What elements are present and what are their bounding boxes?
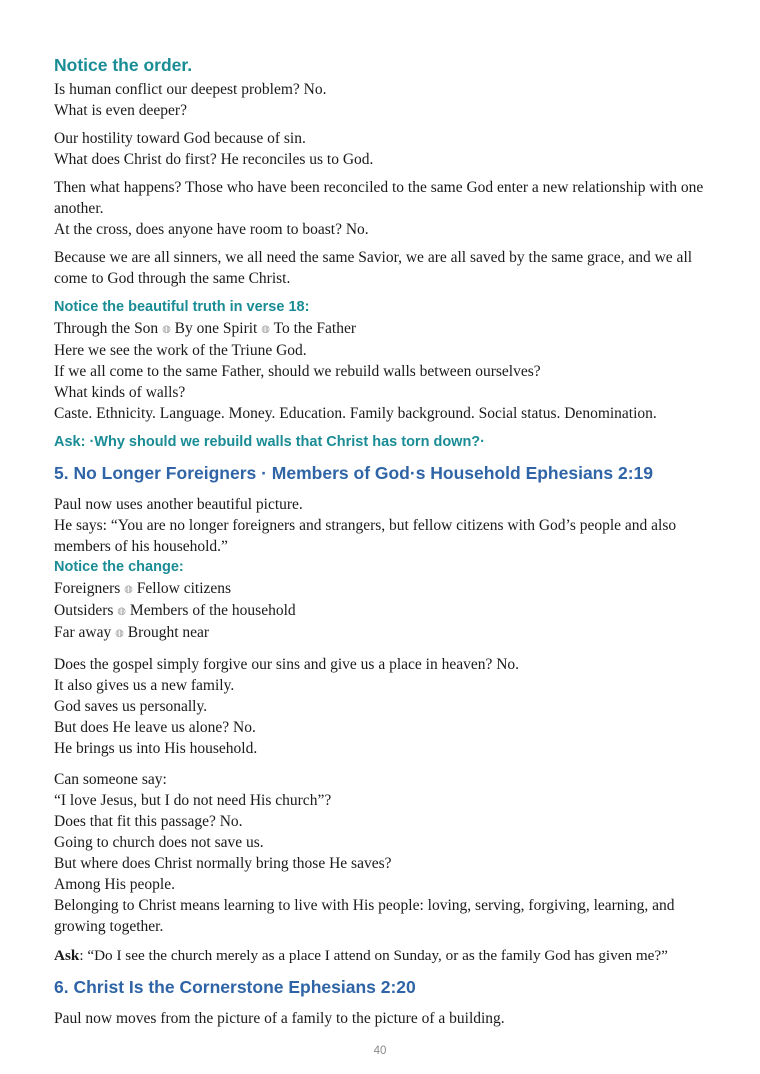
arrow-icon: ◍	[117, 606, 127, 617]
paragraph: Then what happens? Those who have been reconciled to the same God enter a new relationship with one another.	[54, 179, 704, 217]
text-line: Here we see the work of the Triune God.	[54, 342, 307, 359]
page-number: 40	[373, 1045, 387, 1057]
text-line: God saves us personally.	[54, 698, 208, 715]
trinity-line	[54, 318, 714, 340]
text-line: Our hostility toward God because of sin.	[54, 130, 306, 147]
ask-prompt	[54, 945, 714, 966]
ask-text: : “Do I see the church merely as a place I attend on Sunday, or as the family God has given me?”	[79, 947, 668, 964]
text-line: Paul now moves from the picture of a family to the picture of a building.	[54, 1010, 505, 1027]
change-row	[54, 622, 714, 644]
text-line: Paul now uses another beautiful picture.	[54, 496, 303, 513]
arrow-icon: ◍	[261, 324, 270, 335]
text-line: Does that fit this passage? No.	[54, 813, 243, 830]
change-to: Fellow citizens	[136, 580, 232, 597]
trinity-spirit: By one Spirit	[174, 320, 258, 337]
text-line: Can someone say:	[54, 771, 167, 788]
subheading-notice-change: Notice the change:	[54, 559, 184, 575]
trinity-father: To the Father	[273, 320, 356, 337]
ask-label: Ask	[54, 947, 80, 964]
text-line: Does the gospel simply forgive our sins and give us a place in heaven? No.	[54, 656, 520, 673]
change-to: Brought near	[127, 624, 210, 641]
text-line: Among His people.	[54, 876, 175, 893]
paragraph: Belonging to Christ means learning to live with His people: loving, serving, forgiving, learning, and growing together.	[54, 897, 675, 935]
arrow-icon: ◍	[124, 584, 133, 595]
text-line: What does Christ do first? He reconciles us to God.	[54, 151, 374, 168]
text-line: It also gives us a new family.	[54, 677, 235, 694]
change-row	[54, 600, 714, 622]
section-heading-cornerstone: 6. Christ Is the Cornerstone Ephesians 2:20	[54, 977, 416, 997]
change-row	[54, 578, 714, 600]
text-line: He brings us into His household.	[54, 740, 258, 757]
change-from: Far away	[54, 624, 112, 641]
change-from: Outsiders	[54, 602, 114, 619]
text-line: Is human conflict our deepest problem? No.	[54, 81, 327, 98]
section-heading-notice-order: Notice the order.	[54, 55, 193, 75]
ask-question: Ask: ·Why should we rebuild walls that Christ has torn down?·	[54, 434, 485, 450]
change-to: Members of the household	[129, 602, 296, 619]
subheading-verse-18: Notice the beautiful truth in verse 18:	[54, 299, 310, 315]
text-line: But where does Christ normally bring those He saves?	[54, 855, 392, 872]
text-line: “I love Jesus, but I do not need His church”?	[54, 792, 332, 809]
text-line: What kinds of walls?	[54, 384, 186, 401]
text-line: At the cross, does anyone have room to boast? No.	[54, 221, 369, 238]
paragraph: Because we are all sinners, we all need the same Savior, we are all saved by the same grace, and we all come to God through the same Christ.	[54, 249, 693, 287]
text-line: What is even deeper?	[54, 102, 187, 119]
text-line: Going to church does not save us.	[54, 834, 264, 851]
paragraph: He says: “You are no longer foreigners and strangers, but fellow citizens with God’s people and also members of his household.”	[54, 517, 677, 555]
text-line: Caste. Ethnicity. Language. Money. Education. Family background. Social status. Denomination.	[54, 405, 657, 422]
section-heading-no-longer-foreigners: 5. No Longer Foreigners · Members of God·s Household Ephesians 2:19	[54, 463, 653, 483]
document-page	[54, 52, 714, 1029]
text-line: But does He leave us alone? No.	[54, 719, 256, 736]
arrow-icon: ◍	[115, 628, 124, 639]
change-from: Foreigners	[54, 580, 121, 597]
arrow-icon: ◍	[162, 324, 171, 335]
text-line: If we all come to the same Father, should we rebuild walls between ourselves?	[54, 363, 541, 380]
trinity-son: Through the Son	[54, 320, 159, 337]
